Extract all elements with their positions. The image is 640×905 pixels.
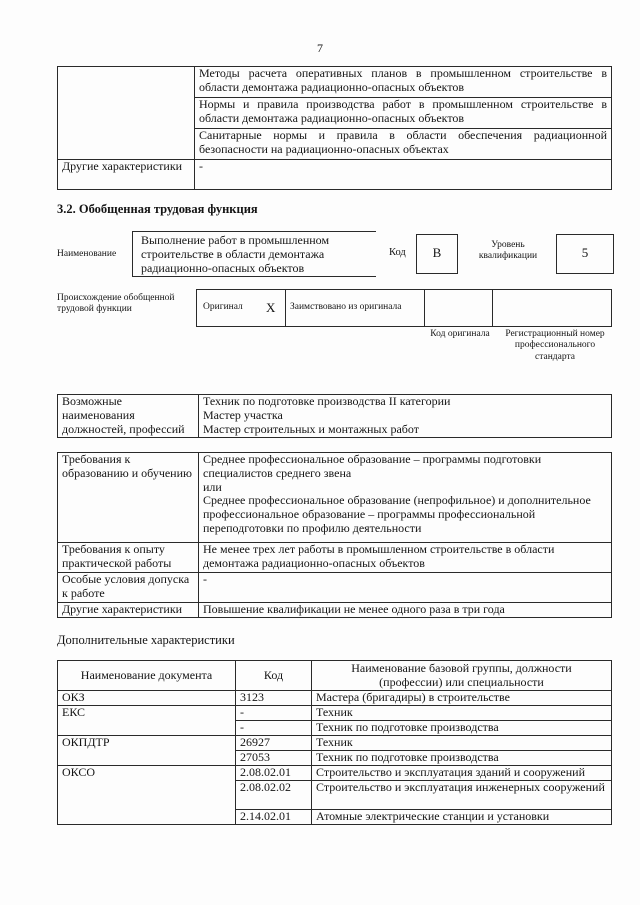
name-cell: Техник — [312, 706, 612, 721]
table-row — [58, 160, 612, 190]
code-value-box — [416, 234, 458, 274]
origin-reg-cell — [493, 290, 612, 327]
table-row — [58, 395, 612, 409]
requirement-line: Среднее профессиональное образование – программы подготовки специалистов среднего звена — [203, 452, 542, 480]
table-row — [197, 290, 612, 327]
code-cell: 2.14.02.01 — [236, 810, 312, 825]
header-doc: Наименование документа — [58, 661, 236, 691]
table-row — [58, 573, 612, 603]
header-name: Наименование базовой группы, должности (профессии) или специальности — [312, 661, 612, 691]
positions-label: Возможные наименования должностей, профессий — [58, 395, 199, 438]
requirement-value: Повышение квалификации не менее одного раза в три года — [199, 603, 612, 618]
name-cell: Техник по подготовке производства — [312, 721, 612, 736]
function-name: Выполнение работ в промышленном строительстве в области демонтажа радиационно-опасных объектов — [141, 233, 330, 275]
requirements-table — [57, 452, 612, 618]
function-name-box — [132, 231, 376, 277]
code-cell: 27053 — [236, 751, 312, 766]
table-row — [58, 543, 612, 573]
doc-cell: ОКЗ — [58, 691, 236, 706]
name-cell: Техник по подготовке производства — [312, 751, 612, 766]
table-row — [58, 691, 612, 706]
code-cell: 2.08.02.01 — [236, 766, 312, 781]
requirement-line: или — [203, 479, 222, 494]
doc-cell: ЕКС — [58, 706, 236, 736]
page-number: 7 — [317, 41, 323, 55]
level-value-box — [556, 234, 614, 274]
code-cell: 2.08.02.02 — [236, 781, 312, 810]
code-cell: 3123 — [236, 691, 312, 706]
borrowed-label: Заимствовано из оригинала — [286, 290, 425, 327]
name-cell: Строительство и эксплуатация зданий и сооружений — [312, 766, 612, 781]
origin-label: Происхождение обобщенной трудовой функции — [57, 293, 175, 315]
name-cell: Строительство и эксплуатация инженерных сооружений — [312, 781, 612, 810]
positions-table — [57, 394, 612, 438]
position-item: Техник по подготовке производства II категории — [199, 395, 612, 409]
requirement-label: Другие характеристики — [58, 603, 199, 618]
code-cell: - — [236, 721, 312, 736]
origin-table — [196, 289, 612, 327]
level-value: 5 — [581, 245, 589, 260]
table-row — [58, 603, 612, 618]
continued-table — [57, 66, 612, 190]
section-title: 3.2. Обобщенная трудовая функция — [57, 202, 258, 216]
position-item: Мастер участка — [199, 409, 612, 423]
table-cell: - — [195, 160, 612, 190]
table-cell: Другие характеристики — [58, 160, 195, 190]
name-label: Наименование — [57, 249, 117, 259]
requirement-label: Требования к опыту практической работы — [58, 543, 199, 573]
origin-code-cell — [425, 290, 493, 327]
table-cell: Нормы и правила производства работ в промышленном строительстве в области демонтажа радиационно-опасных объектов — [195, 98, 612, 129]
code-cell: 26927 — [236, 736, 312, 751]
header-code: Код — [236, 661, 312, 691]
name-cell: Мастера (бригадиры) в строительстве — [312, 691, 612, 706]
name-cell: Атомные электрические станции и установки — [312, 810, 612, 825]
table-cell: Методы расчета оперативных планов в промышленном строительстве в области демонтажа радиационно-опасных объектов — [195, 67, 612, 98]
original-mark: X — [257, 290, 286, 327]
table-row — [58, 736, 612, 751]
level-label: Уровень квалификации — [478, 240, 538, 262]
original-label: Оригинал — [197, 290, 257, 327]
table-row — [58, 706, 612, 721]
reg-caption: Регистрационный номер профессионального стандарта — [505, 329, 605, 362]
table-header-row — [58, 661, 612, 691]
table-row — [58, 453, 612, 543]
table-cell: Санитарные нормы и правила в области обеспечения радиационной безопасности на радиационно-опасных объектах — [195, 129, 612, 160]
position-item: Мастер строительных и монтажных работ — [199, 423, 612, 438]
code-value: В — [432, 245, 442, 260]
doc-cell: ОКСО — [58, 766, 236, 825]
table-cell — [58, 67, 195, 160]
code-caption: Код оригинала — [430, 329, 490, 339]
table-row — [58, 766, 612, 781]
requirement-label: Особые условия допуска к работе — [58, 573, 199, 603]
code-cell: - — [236, 706, 312, 721]
doc-cell: ОКПДТР — [58, 736, 236, 766]
requirement-label: Требования к образованию и обучению — [58, 453, 199, 543]
code-label: Код — [389, 247, 406, 258]
requirement-value: - — [199, 573, 612, 603]
name-cell: Техник — [312, 736, 612, 751]
requirement-value: Не менее трех лет работы в промышленном строительстве в области демонтажа радиационно-опасных объектов — [199, 543, 612, 573]
extra-title: Дополнительные характеристики — [57, 633, 235, 647]
requirement-value — [199, 453, 612, 543]
requirement-line: Среднее профессиональное образование (непрофильное) и дополнительное профессиональное образование – программы профессиональной переподготовки по профилю деятельности — [203, 493, 591, 535]
extra-table — [57, 660, 612, 825]
table-row — [58, 67, 612, 98]
